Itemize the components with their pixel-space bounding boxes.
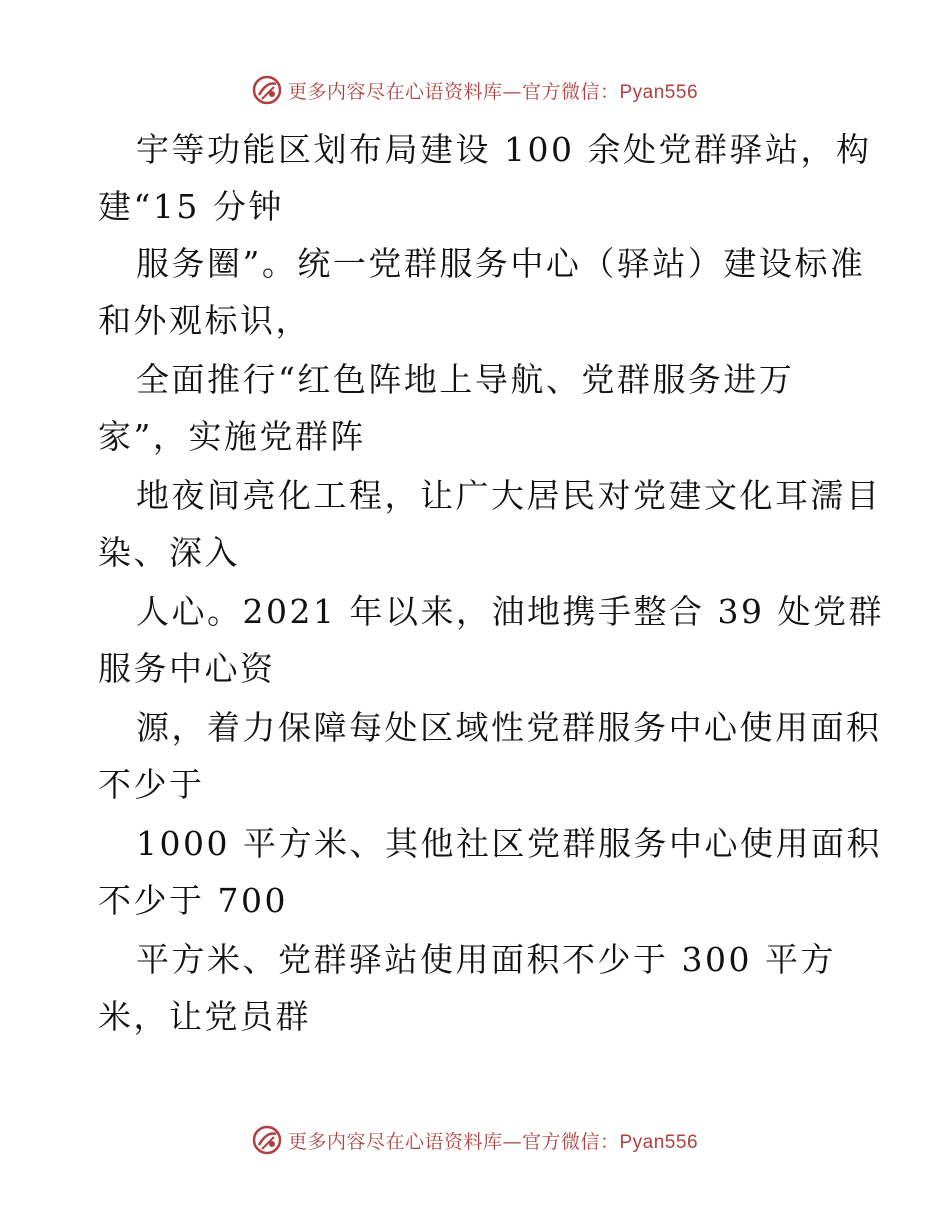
footer-watermark [0, 1120, 950, 1160]
logo-icon [252, 75, 282, 105]
text-line: 服务中心资 [98, 649, 276, 688]
footer-wechat-id: Pyan556 [619, 1131, 699, 1153]
text-line: 米，让党员群 [98, 997, 311, 1036]
footer-watermark-text: 更多内容尽在心语资料库—官方微信：Pyan556 [287, 1130, 699, 1153]
header-wechat-id: Pyan556 [619, 81, 699, 103]
text-line: 建“15 分钟 [98, 187, 284, 226]
header-watermark [0, 70, 950, 110]
text-line: 服务圈”。统一党群服务中心（驿站）建设标准 [136, 244, 866, 283]
text-line: 源，着力保障每处区域性党群服务中心使用面积 [136, 708, 882, 747]
logo-icon [252, 1125, 282, 1155]
text-line: 平方米、党群驿站使用面积不少于 300 平方 [136, 940, 836, 979]
text-line: 1000 平方米、其他社区党群服务中心使用面积 [136, 824, 882, 863]
text-line: 宇等功能区划布局建设 100 余处党群驿站，构 [136, 130, 872, 169]
text-line: 家”，实施党群阵 [98, 417, 366, 456]
text-line: 不少于 700 [98, 881, 288, 920]
text-line: 不少于 [98, 765, 205, 804]
header-watermark-text: 更多内容尽在心语资料库—官方微信：Pyan556 [287, 80, 699, 103]
text-line: 全面推行“红色阵地上导航、党群服务进万 [136, 360, 795, 399]
text-line: 染、深入 [98, 533, 240, 572]
text-line: 地夜间亮化工程，让广大居民对党建文化耳濡目 [136, 476, 882, 515]
text-line: 和外观标识， [98, 301, 311, 340]
text-line: 人心。2021 年以来，油地携手整合 39 处党群 [136, 592, 884, 631]
